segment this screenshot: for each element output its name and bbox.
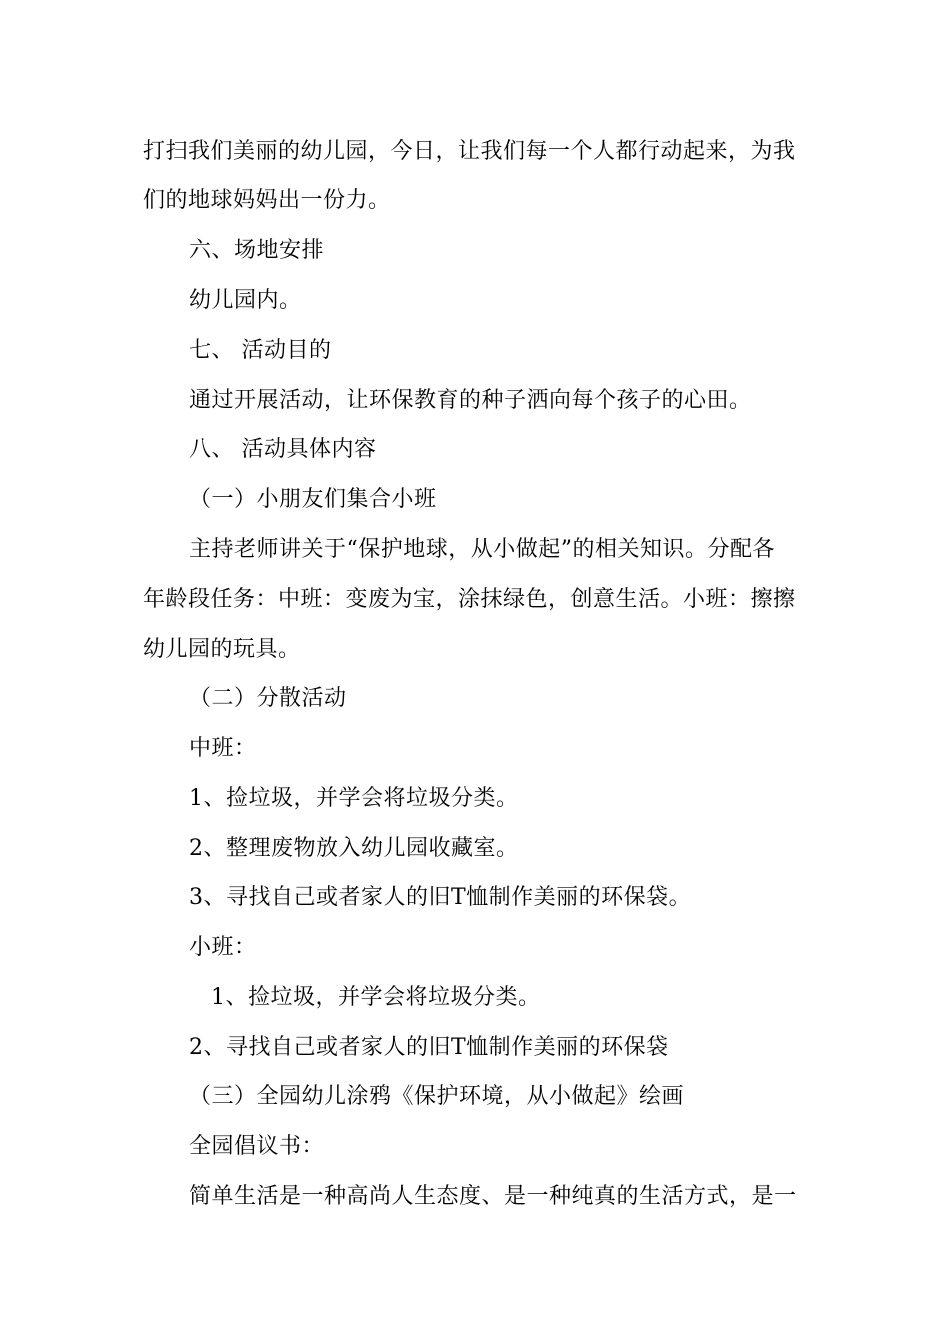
list-item: 3、寻找自己或者家人的旧T恤制作美丽的环保袋。 (189, 885, 692, 910)
paragraph-line: 年龄段任务：中班：变废为宝，涂抹绿色，创意生活。小班：擦擦 (143, 587, 796, 612)
paragraph-line: 通过开展活动，让环保教育的种子洒向每个孩子的心田。 (189, 388, 752, 413)
section-heading: 六、场地安排 (189, 238, 325, 263)
paragraph-line: 打扫我们美丽的幼儿园，今日，让我们每一个人都行动起来，为我 (143, 139, 796, 164)
list-item: 2、整理废物放入幼儿园收藏室。 (189, 836, 519, 861)
list-item: 1、捡垃圾，并学会将垃圾分类。 (211, 985, 541, 1010)
paragraph-line: 幼儿园的玩具。 (143, 637, 301, 662)
paragraph-line: 幼儿园内。 (189, 288, 302, 313)
list-item: 2、寻找自己或者家人的旧T恤制作美丽的环保袋 (189, 1035, 669, 1060)
paragraph-line: 全园倡议书： (189, 1134, 325, 1159)
paragraph-line: 简单生活是一种高尚人生态度、是一种纯真的生活方式，是一 (189, 1184, 797, 1209)
section-heading: 八、 活动具体内容 (189, 437, 377, 462)
paragraph-line: 主持老师讲关于“保护地球，从小做起”的相关知识。分配各 (189, 537, 775, 562)
subsection-heading: （三）全园幼儿涂鸦《保护环境，从小做起》绘画 (189, 1084, 685, 1109)
section-heading: 七、 活动目的 (189, 338, 332, 363)
subsection-heading: （一）小朋友们集合小班 (189, 487, 437, 512)
paragraph-line: 中班： (189, 736, 257, 761)
list-item: 1、捡垃圾，并学会将垃圾分类。 (189, 786, 519, 811)
paragraph-line: 小班： (189, 935, 257, 960)
subsection-heading: （二）分散活动 (189, 686, 347, 711)
paragraph-line: 们的地球妈妈出一份力。 (143, 188, 391, 213)
